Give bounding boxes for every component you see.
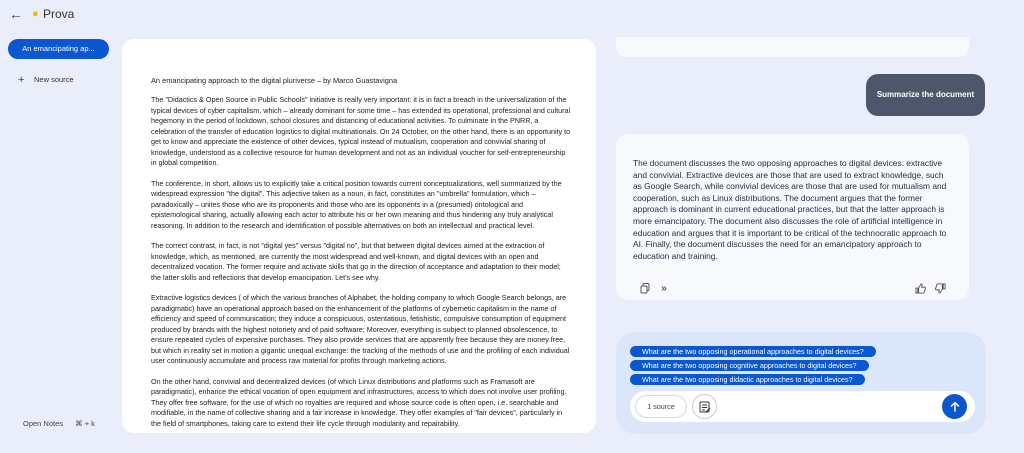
top-bar	[0, 0, 1024, 30]
suggested-question[interactable]: What are the two opposing didactic approaches to digital devices?	[630, 374, 865, 385]
back-arrow-icon[interactable]: ←	[9, 6, 23, 22]
document-title: An emancipating approach to the digital pluriverse – by Marco Guastavigna	[151, 76, 398, 85]
open-notes-shortcut: ⌘ + k	[75, 419, 95, 428]
previous-message-card	[616, 37, 969, 57]
suggested-question[interactable]: What are the two opposing cognitive approaches to digital devices?	[630, 360, 869, 371]
answer-card	[616, 134, 969, 300]
open-notes-button[interactable]	[23, 419, 95, 429]
send-button[interactable]	[942, 394, 967, 419]
new-source-label: New source	[34, 75, 74, 84]
document-paragraph: The conference, in short, allows us to explicitly take a critical position towards current conceptualizations, well summarized by the widespread expression "the digital". This adjective taken as a noun, in fact, constitutes an "umbrella" formulation, which – paradoxically – unites those who are its proponents and those who are its opponents in a (presumed) ontological and epistemological sharing, actually allowing each actor to attribute his or her own meaning and thus hindering any truly analytical reasoning. In addition to the research and identification of possible alternatives on both an intellectual and practical level.	[151, 178, 562, 230]
plus-icon: +	[18, 74, 25, 86]
chat-input[interactable]	[724, 397, 934, 416]
document-content	[151, 75, 571, 433]
answer-text: The document discusses the two opposing approaches to digital devices: extractive and convivial. Extractive devices are those that are used to extract knowledge, such as Google Search, while convivial devices are those that are used for mutualism and cooperation, such as Linux distributions. The document argues that the former approach is dominant in current educational practices, but that the latter approach is more emancipatory. The document also discusses the role of artificial intelligence in education and argues that it is important to be critical of the technocratic approach to AI. Finally, the document discusses the need for an emancipatory approach to education and training.	[633, 158, 947, 261]
lightbulb-icon: ●	[32, 8, 39, 20]
open-notes-label: Open Notes	[23, 419, 64, 428]
chat-input-box	[630, 391, 975, 422]
double-chevron-right-icon[interactable]: »	[661, 283, 667, 294]
thumbs-down-icon[interactable]	[934, 283, 946, 295]
source-chip[interactable]: An emancipating ap...	[8, 39, 109, 59]
arrow-up-icon	[950, 401, 960, 412]
notebook-title: Prova	[43, 7, 75, 21]
copy-icon[interactable]	[639, 283, 651, 295]
user-message: Summarize the document	[866, 74, 985, 116]
document-paragraph: Extractive logistics devices ( of which the various branches of Alphabet, the holding company to which Google Search belongs, are paradigmatic) have an operational approach based on the enhancement of the platforms of cybernetic capitalism in the name of efficiency and speed of communication; they induce a conspicuous, ostentatious, fetishistic, compulsive consumption of equipment produced by brands with the highest notoriety and of paid software; Moreover, everything is subject to planned obsolescence, to ensure repeated cycles of expensive purchases. They also provide services that are apparently free because they are money free, but which in reality set in motion a gigantic unequal exchange: the tracking of the methods of use and the profiling of each individual user continuously accumulate and process raw material for profits through marketing actions.	[151, 293, 570, 365]
document-paragraph: On the other hand, convivial and decentralized devices (of which Linux distributions and platforms such as Framasoft are paradigmatic), enhance the ethical vocation of open equipment and infrastructures, access to which does not involve user profiling. They offer free software, for the use of which no royalties are required and whose source code is often open, i.e. searchable and modifiable, in the name of collective sharing and a fair increase in knowledge. They offer examples of "fair devices", particularly in the field of smartphones, taking care to extend their life cycle through modularity and repairability.	[151, 376, 567, 428]
thumbs-up-icon[interactable]	[914, 283, 926, 295]
source-count-button[interactable]: 1 source	[635, 395, 687, 418]
notes-icon[interactable]	[692, 394, 717, 419]
new-source-button[interactable]	[18, 74, 74, 86]
document-panel[interactable]	[122, 39, 596, 433]
suggested-question[interactable]: What are the two opposing operational approaches to digital devices?	[630, 346, 876, 357]
document-paragraph: The correct contrast, in fact, is not "digital yes" versus "digital no", but that between digital devices aimed at the extraction of knowledge, which, as mentioned, are currently the most widespread and well-known, and digital devices with an open and decentralized vocation. The former require and activate skills that go in the direction of acceptance and adaptation to their model; the latter skills and reflections that develop emancipation. Let's see why.	[151, 241, 561, 282]
chat-input-area	[616, 332, 986, 434]
document-paragraph: The "Didactics & Open Source in Public Schools" initiative is really very important: it is in fact a breach in the universalization of the typical devices of cyber capitalism, which – already dominant for some time – has extended its operational, professional and cultural hegemony in the period of lockdown, school closures and distancing of educational activities. To culminate in the PNRR, a celebration of the transfer of education logistics to digital multinationals. On 24 October, on the other hand, there is an opportunity to get to know and appreciate the existence of other devices, typical instead of mutualism, cooperation and convivial sharing of knowledge, understood as a collective resource for human development and not as an individual voucher for self-entrepreneurship in global competition.	[151, 95, 571, 167]
